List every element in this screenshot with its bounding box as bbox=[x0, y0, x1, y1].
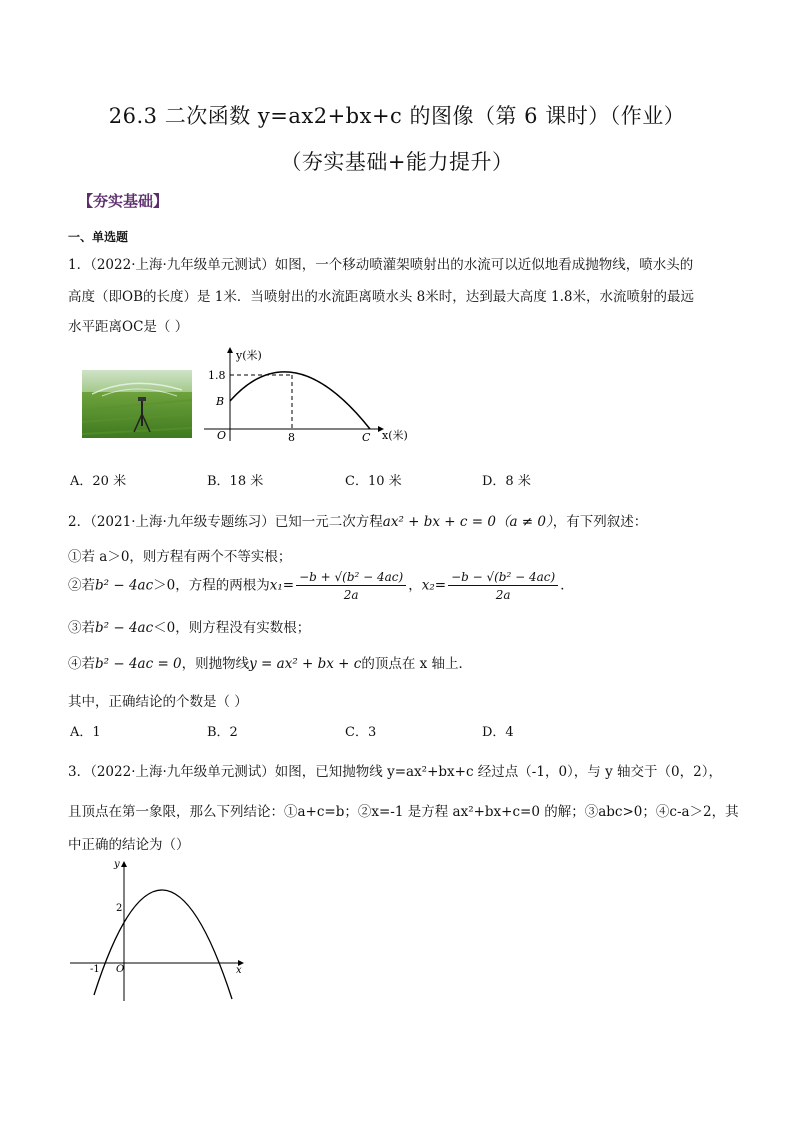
q2-s2-end: ． bbox=[560, 577, 574, 594]
q1-option-b: B．18 米 bbox=[207, 474, 264, 489]
q3-y-label: y bbox=[114, 859, 120, 870]
page-title: 26.3 二次函数 y=ax2+bx+c 的图像（第 6 课时）（作业） bbox=[108, 104, 686, 128]
q1-point-c: C bbox=[362, 431, 371, 444]
q2-root-2-numerator: −b − √(b² − 4ac) bbox=[448, 570, 558, 586]
q2-s2-text: ＞0，方程的两根为 bbox=[153, 577, 270, 594]
q1-option-d: D．8 米 bbox=[482, 474, 531, 489]
subsection-heading: 一、单选题 bbox=[68, 230, 129, 244]
q2-stem-text: 2．（2021·上海·九年级专题练习）已知一元二次方程 bbox=[68, 514, 383, 530]
q1-parabola bbox=[230, 372, 370, 429]
q2-stem-end: ，有下列叙述： bbox=[552, 514, 648, 530]
q3-line-3: 中正确的结论为（） bbox=[68, 837, 190, 853]
sprinkler-photo bbox=[82, 370, 192, 438]
page-subtitle: （夯实基础+能力提升） bbox=[280, 150, 514, 174]
q1-line-3: 水平距离OC是（ ） bbox=[68, 319, 189, 335]
q1-x-tick: 8 bbox=[288, 431, 295, 444]
q1-x-label: x(米) bbox=[382, 429, 408, 442]
q1-option-c: C．10 米 bbox=[345, 474, 402, 489]
q2-equation: ax² + bx + c = 0（a ≠ 0） bbox=[382, 514, 553, 530]
q1-origin: O bbox=[217, 429, 227, 442]
q2-s2-prefix: ②若 bbox=[68, 577, 95, 594]
q1-y-tick: 1.8 bbox=[208, 369, 226, 382]
q2-separator: ， bbox=[408, 577, 422, 594]
q2-option-d: D．4 bbox=[482, 725, 514, 740]
q2-root-2 bbox=[448, 570, 558, 602]
q2-s3-discriminant: b² − 4ac bbox=[95, 620, 154, 636]
q2-x2-label: x₂= bbox=[421, 577, 447, 594]
q3-origin: O bbox=[116, 964, 125, 975]
q3-x-tick: -1 bbox=[90, 964, 100, 975]
q3-y-tick: 2 bbox=[116, 903, 123, 914]
q2-root-1-numerator: −b + √(b² − 4ac) bbox=[296, 570, 406, 586]
q3-line-2: 且顶点在第一象限，那么下列结论：①a+c=b；②x=-1 是方程 ax²+bx+c=0 的解；③abc>0；④c-a＞2，其 bbox=[68, 804, 739, 820]
q3-x-label: x bbox=[236, 965, 242, 976]
q2-s4-discriminant: b² − 4ac = 0 bbox=[95, 656, 182, 672]
q2-stem bbox=[68, 510, 647, 530]
q2-s2-discriminant: b² − 4ac bbox=[95, 577, 154, 594]
q2-statement-2 bbox=[68, 570, 574, 602]
q2-option-b: B．2 bbox=[207, 725, 238, 740]
q1-graph bbox=[200, 345, 420, 449]
q2-question: 其中，正确结论的个数是（ ） bbox=[68, 694, 248, 710]
q2-x1-label: x₁= bbox=[269, 577, 295, 594]
section-heading: 【夯实基础】 bbox=[78, 192, 169, 210]
q2-root-1 bbox=[296, 570, 406, 602]
q3-line-1: 3．（2022·上海·九年级单元测试）如图，已知抛物线 y=ax²+bx+c 经过点（-1，0），与 y 轴交于（0，2）， bbox=[68, 764, 722, 780]
q2-s3-text: ＜0，则方程没有实数根； bbox=[153, 620, 311, 636]
q1-y-arrow bbox=[227, 347, 233, 353]
q2-root-2-denominator: 2a bbox=[495, 588, 511, 602]
q2-statement-1: ①若 a＞0，则方程有两个不等实根； bbox=[68, 549, 292, 565]
q2-option-c: C．3 bbox=[345, 725, 377, 740]
q2-option-a: A．1 bbox=[70, 725, 101, 740]
q2-statement-3 bbox=[68, 616, 310, 636]
q1-y-label: y(米) bbox=[236, 349, 262, 362]
q2-s3-prefix: ③若 bbox=[68, 620, 95, 636]
q1-line-1: 1．（2022·上海·九年级单元测试）如图，一个移动喷灌架喷射出的水流可以近似地看成抛物线，喷水头的 bbox=[68, 257, 694, 273]
q2-s4-parabola: y = ax² + bx + c bbox=[249, 656, 362, 672]
q2-root-1-denominator: 2a bbox=[343, 588, 359, 602]
q3-parabola bbox=[94, 890, 232, 999]
q3-y-arrow bbox=[121, 861, 127, 867]
q2-s4-prefix: ④若 bbox=[68, 656, 95, 672]
q1-option-a: A．20 米 bbox=[70, 474, 127, 489]
q1-line-2: 高度（即OB的长度）是 1米．当喷射出的水流距离喷水头 8米时，达到最大高度 1.8米，水流喷射的最远 bbox=[68, 289, 695, 305]
q1-point-b: B bbox=[216, 395, 225, 408]
q2-s4-text: ，则抛物线 bbox=[181, 656, 250, 672]
q2-statement-4 bbox=[68, 652, 472, 672]
q2-s4-end: 的顶点在 x 轴上． bbox=[361, 656, 473, 672]
q3-graph bbox=[68, 855, 258, 1009]
